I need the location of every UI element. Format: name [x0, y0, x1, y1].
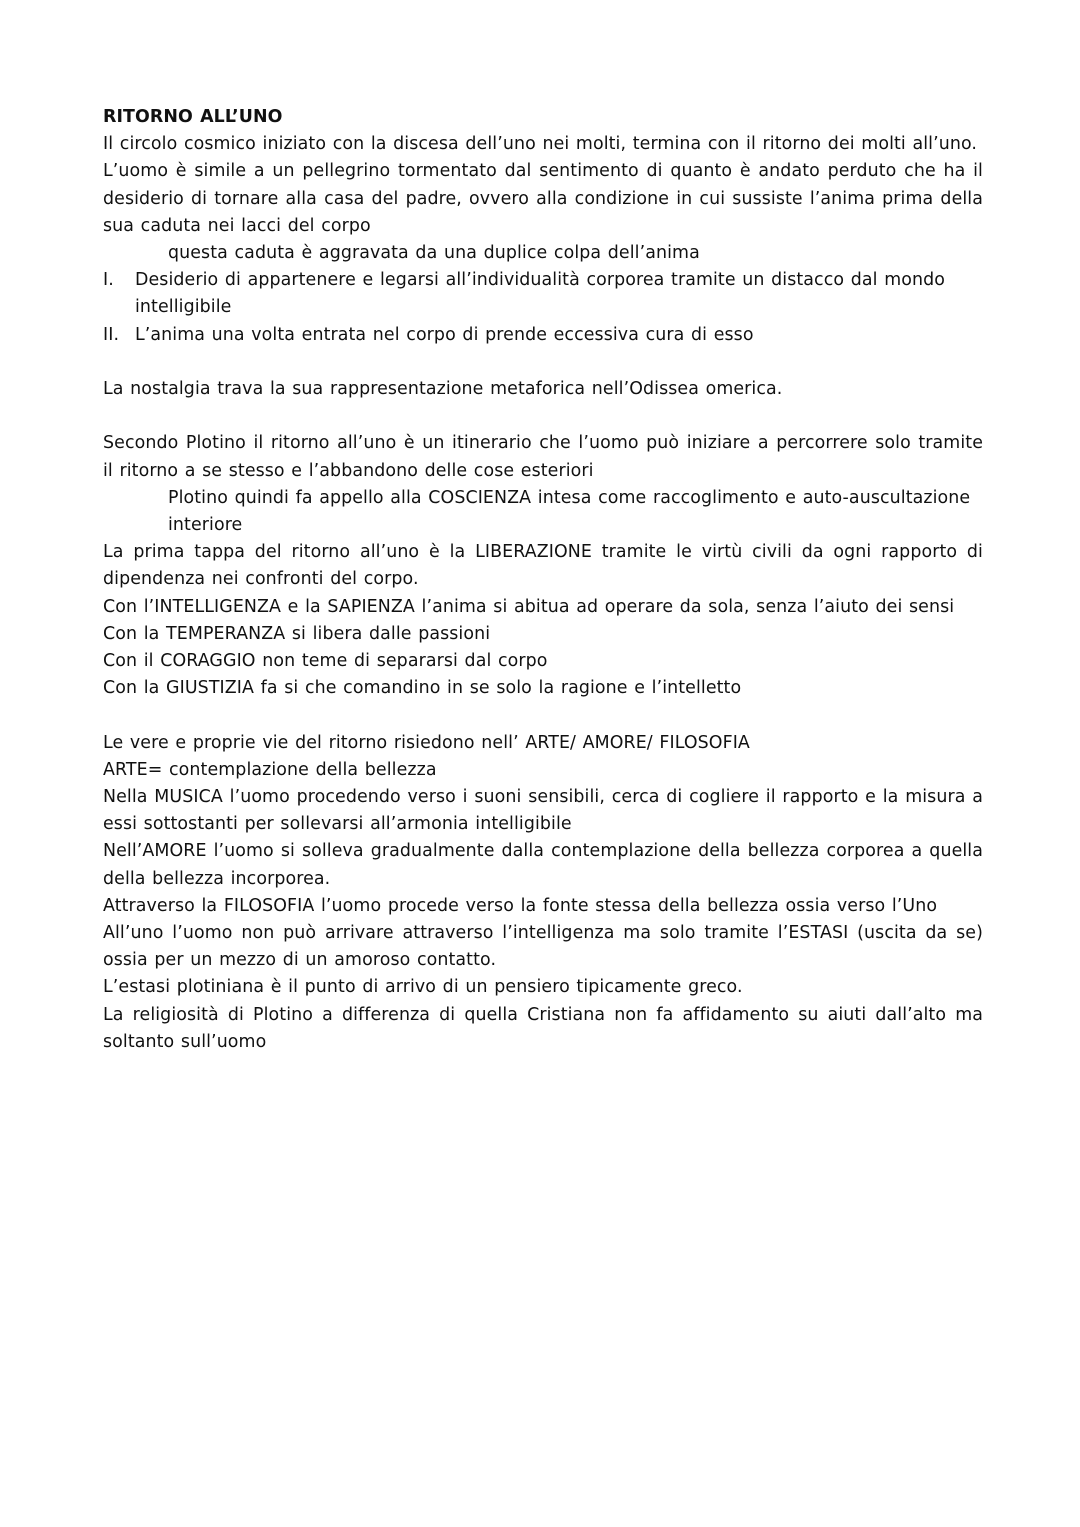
list-item-1 — [103, 267, 983, 321]
paragraph-pilgrim: L’uomo è simile a un pellegrino tormentato dal sentimento di quanto è andato perduto che ha il desiderio di tornare alla casa del padre, ovvero alla condizione in cui sussiste l’anima prima della sua caduta nei lacci del corpo — [103, 161, 983, 236]
paragraph-liberation: La prima tappa del ritorno all’uno è la LIBERAZIONE tramite le virtù civili da ogni rapporto di dipendenza nei confronti del corpo. — [103, 542, 983, 590]
list-text-1: Desiderio di appartenere e legarsi all’individualità corporea tramite un distacco dal mondo intelligibile — [135, 270, 945, 318]
paragraph-ecstasy: All’uno l’uomo non può arrivare attraverso l’intelligenza ma solo tramite l’ESTASI (uscita da se) ossia per un mezzo di un amoroso contatto. — [103, 923, 983, 971]
document-body — [103, 104, 983, 1056]
paragraph-nostalgia: La nostalgia trava la sua rappresentazione metaforica nell’Odissea omerica. — [103, 379, 783, 400]
list-marker-2: II. — [103, 324, 120, 345]
paragraph-music: Nella MUSICA l’uomo procedendo verso i suoni sensibili, cerca di cogliere il rapporto e la misura a essi sottostanti per sollevarsi all’armonia intelligibile — [103, 787, 983, 835]
paragraph-religiosity: La religiosità di Plotino a differenza di quella Cristiana non fa affidamento su aiuti dall’alto ma soltanto sull’uomo — [103, 1004, 983, 1052]
spacer — [103, 403, 983, 430]
paragraph-courage: Con il CORAGGIO non teme di separarsi dal corpo — [103, 651, 548, 672]
spacer — [103, 349, 983, 376]
paragraph-plotinian-ecstasy: L’estasi plotiniana è il punto di arrivo di un pensiero tipicamente greco. — [103, 977, 743, 998]
paragraph-itinerary: Secondo Plotino il ritorno all’uno è un itinerario che l’uomo può iniziare a percorrere solo tramite il ritorno a se stesso e l’abbandono delle cose esteriori — [103, 433, 983, 481]
paragraph-justice: Con la GIUSTIZIA fa si che comandino in se solo la ragione e l’intelletto — [103, 678, 742, 699]
list-item-2 — [103, 322, 983, 349]
list-marker-1: I. — [103, 270, 114, 291]
paragraph-intelligence: Con l’INTELLIGENZA e la SAPIENZA l’anima si abitua ad operare da sola, senza l’aiuto dei sensi — [103, 596, 955, 617]
list-text-2: L’anima una volta entrata nel corpo di prende eccessiva cura di esso — [135, 324, 754, 345]
paragraph-art: ARTE= contemplazione della bellezza — [103, 759, 437, 780]
paragraph-philosophy: Attraverso la FILOSOFIA l’uomo procede verso la fonte stessa della bellezza ossia verso l’Uno — [103, 895, 938, 916]
paragraph-conscience: Plotino quindi fa appello alla COSCIENZA intesa come raccoglimento e auto-auscultazione interiore — [168, 487, 971, 536]
paragraph-temperance: Con la TEMPERANZA si libera dalle passioni — [103, 623, 491, 644]
document-title: RITORNO ALL’UNO — [103, 107, 283, 127]
spacer — [103, 702, 983, 729]
paragraph-double-fault: questa caduta è aggravata da una duplice colpa dell’anima — [168, 243, 700, 264]
paragraph-ways-of-return: Le vere e proprie vie del ritorno risiedono nell’ ARTE/ AMORE/ FILOSOFIA — [103, 732, 750, 753]
paragraph-love: Nell’AMORE l’uomo si solleva gradualmente dalla contemplazione della bellezza corporea a quella della bellezza incorporea. — [103, 841, 983, 889]
paragraph-cosmic-circle: Il circolo cosmico iniziato con la discesa dell’uno nei molti, termina con il ritorno dei molti all’uno. — [103, 134, 978, 155]
